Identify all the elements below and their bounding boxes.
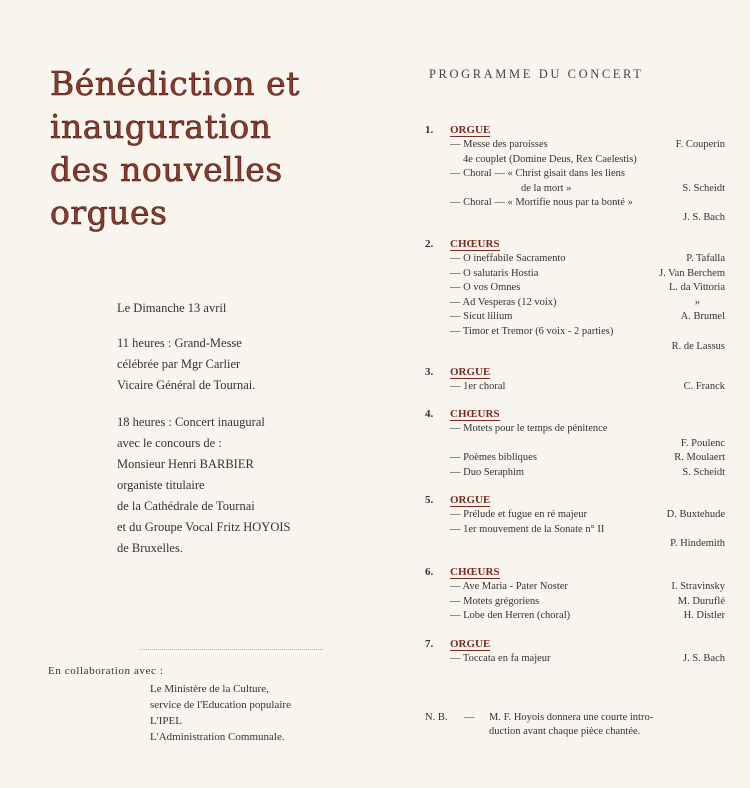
collaboration-item: L'Administration Communale. bbox=[150, 731, 285, 743]
title-line: Bénédiction et bbox=[50, 64, 300, 103]
section-name: ORGUE bbox=[450, 124, 491, 136]
mass-line: Vicaire Général de Tournai. bbox=[117, 378, 256, 392]
programme-item bbox=[425, 653, 725, 668]
event-title bbox=[50, 62, 370, 234]
mass-line: 11 heures : Grand-Messe bbox=[117, 336, 242, 350]
section-header bbox=[425, 638, 725, 653]
section-name: CHŒURS bbox=[450, 408, 500, 420]
section-header bbox=[425, 566, 725, 581]
composer: » bbox=[694, 296, 700, 308]
piece-title: — Messe des paroisses bbox=[450, 139, 548, 150]
section-header bbox=[425, 124, 725, 139]
programme-item bbox=[425, 212, 725, 227]
composer: R. Moulaert bbox=[674, 452, 725, 464]
composer: F. Couperin bbox=[675, 139, 725, 150]
concert-line: de Bruxelles. bbox=[117, 541, 183, 555]
piece-title: 4e couplet (Domine Deus, Rex Caelestis) bbox=[463, 153, 637, 165]
programme-section bbox=[425, 238, 725, 355]
piece-title: — Toccata en fa majeur bbox=[450, 653, 551, 664]
programme-title: PROGRAMME DU CONCERT bbox=[429, 67, 644, 81]
section-number: 6. bbox=[425, 566, 434, 578]
composer: R. de Lassus bbox=[671, 340, 725, 352]
programme-item bbox=[425, 311, 725, 326]
programme-section bbox=[425, 366, 725, 396]
programme-item bbox=[425, 197, 725, 212]
programme-item bbox=[425, 268, 725, 283]
composer: A. Brumel bbox=[680, 311, 725, 323]
programme-item bbox=[425, 381, 725, 396]
composer: S. Scheidt bbox=[682, 466, 725, 478]
section-number: 5. bbox=[425, 494, 434, 506]
title-line: des nouvelles bbox=[50, 150, 283, 189]
programme-item bbox=[425, 467, 725, 482]
programme-section bbox=[425, 494, 725, 553]
programme-item bbox=[425, 341, 725, 356]
mass-info bbox=[117, 333, 255, 396]
programme-item bbox=[425, 423, 725, 438]
programme-item bbox=[425, 253, 725, 268]
piece-title: — Prélude et fugue en ré majeur bbox=[450, 509, 588, 520]
composer: P. Hindemith bbox=[670, 538, 725, 550]
programme-section bbox=[425, 638, 725, 668]
concert-line: Monsieur Henri BARBIER bbox=[117, 457, 254, 471]
concert-info bbox=[117, 412, 290, 559]
piece-title: — 1er choral bbox=[450, 381, 506, 392]
programme-item bbox=[425, 326, 725, 341]
programme-item bbox=[425, 139, 725, 154]
programme-item bbox=[425, 596, 725, 611]
composer: J. Van Berchem bbox=[659, 267, 725, 279]
section-header bbox=[425, 494, 725, 509]
composer: C. Franck bbox=[683, 381, 725, 392]
piece-title: — Timor et Tremor (6 voix - 2 parties) bbox=[450, 325, 614, 337]
event-date bbox=[117, 298, 226, 319]
nb-dash: — bbox=[464, 712, 475, 723]
programme-item bbox=[425, 438, 725, 453]
piece-title: — Lobe den Herren (choral) bbox=[450, 610, 571, 622]
section-name: ORGUE bbox=[450, 494, 491, 506]
programme-item bbox=[425, 168, 725, 183]
nb-line: duction avant chaque pièce chantée. bbox=[489, 726, 641, 737]
piece-title: — Duo Seraphim bbox=[450, 466, 525, 478]
section-number: 4. bbox=[425, 408, 434, 420]
section-header bbox=[425, 366, 725, 381]
nb-label: N. B. bbox=[425, 712, 448, 723]
section-number: 1. bbox=[425, 124, 434, 136]
composer: P. Tafalla bbox=[686, 253, 725, 264]
section-header bbox=[425, 408, 725, 423]
collaboration-label: En collaboration avec : bbox=[48, 665, 164, 677]
programme-item bbox=[425, 524, 725, 539]
piece-title: de la mort » bbox=[521, 182, 572, 194]
composer: S. Scheidt bbox=[682, 182, 725, 194]
piece-title: — Ave Maria - Pater Noster bbox=[450, 581, 568, 592]
piece-title: — Motets pour le temps de pénitence bbox=[450, 423, 608, 434]
section-number: 2. bbox=[425, 238, 434, 250]
programme-section bbox=[425, 408, 725, 481]
composer: H. Distler bbox=[683, 610, 725, 622]
programme-item bbox=[425, 183, 725, 198]
composer: J. S. Bach bbox=[683, 211, 725, 223]
concert-line: avec le concours de : bbox=[117, 436, 222, 450]
programme-item bbox=[425, 282, 725, 297]
piece-title: — Poèmes bibliques bbox=[450, 452, 537, 464]
mass-line: célébrée par Mgr Carlier bbox=[117, 357, 241, 371]
piece-title: — Choral — « Mortifie nous par ta bonté » bbox=[450, 197, 633, 209]
concert-line: 18 heures : Concert inaugural bbox=[117, 415, 265, 429]
collaboration-item: L'IPEL bbox=[150, 715, 182, 727]
programme-item bbox=[425, 297, 725, 312]
piece-title: — Sicut lilium bbox=[450, 311, 513, 323]
programme-item bbox=[425, 581, 725, 596]
nb-line: M. F. Hoyois donnera une courte intro- bbox=[489, 712, 654, 723]
programme-item bbox=[425, 610, 725, 625]
section-header bbox=[425, 238, 725, 253]
programme-section bbox=[425, 566, 725, 625]
programme-item bbox=[425, 538, 725, 553]
piece-title: — 1er mouvement de la Sonate n° II bbox=[450, 523, 605, 535]
section-name: ORGUE bbox=[450, 366, 491, 378]
piece-title: — Choral — « Christ gisait dans les liens bbox=[450, 168, 625, 180]
concert-line: de la Cathédrale de Tournai bbox=[117, 499, 255, 513]
collaboration-item: service de l'Education populaire bbox=[150, 699, 291, 711]
programme-section bbox=[425, 124, 725, 227]
piece-title: — O salutaris Hostia bbox=[450, 267, 539, 279]
piece-title: — O vos Omnes bbox=[450, 282, 521, 294]
section-number: 3. bbox=[425, 366, 434, 378]
piece-title: — Ad Vesperas (12 voix) bbox=[450, 296, 557, 308]
composer: D. Buxtehude bbox=[666, 509, 725, 520]
title-line: inauguration bbox=[50, 107, 272, 146]
piece-title: — Motets grégoriens bbox=[450, 595, 540, 607]
programme-item bbox=[425, 154, 725, 169]
composer: M. Duruflé bbox=[677, 595, 725, 607]
section-number: 7. bbox=[425, 638, 434, 650]
title-line: orgues bbox=[50, 193, 168, 232]
programme-item bbox=[425, 452, 725, 467]
composer: F. Poulenc bbox=[680, 437, 725, 449]
concert-line: et du Groupe Vocal Fritz HOYOIS bbox=[117, 520, 291, 534]
section-name: ORGUE bbox=[450, 638, 491, 650]
programme-item bbox=[425, 509, 725, 524]
piece-title: — O ineffabile Sacramento bbox=[450, 253, 566, 264]
composer: J. S. Bach bbox=[683, 653, 725, 664]
collaboration-list bbox=[150, 681, 291, 745]
section-name: CHŒURS bbox=[450, 566, 500, 578]
composer: I. Stravinsky bbox=[671, 581, 725, 592]
date-text: Le Dimanche 13 avril bbox=[117, 301, 227, 315]
divider bbox=[140, 649, 323, 650]
composer: L. da Vittoria bbox=[668, 282, 725, 294]
concert-line: organiste titulaire bbox=[117, 478, 205, 492]
collaboration-item: Le Ministère de la Culture, bbox=[150, 683, 269, 695]
section-name: CHŒURS bbox=[450, 238, 500, 250]
